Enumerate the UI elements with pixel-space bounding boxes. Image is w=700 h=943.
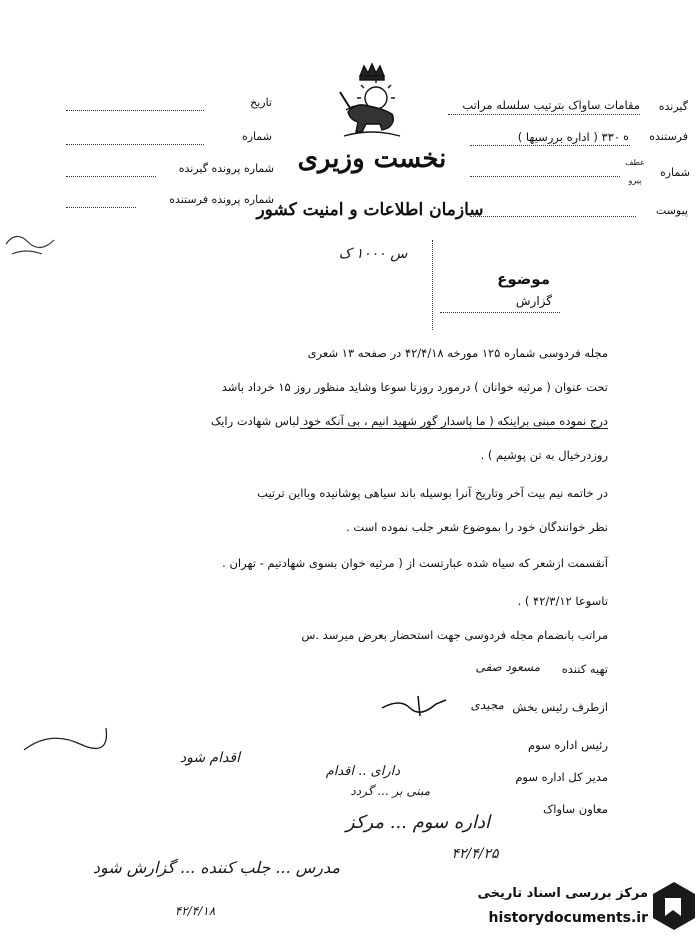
follow-up-label: پیرو — [628, 176, 642, 185]
subject-separator — [432, 240, 433, 330]
attachment-line — [470, 216, 636, 217]
body-line-9: مراتب بانضمام مجله فردوسی جهت استحضار بعرض میرسد .س — [301, 628, 608, 642]
organization-name: سازمان اطلاعات و امنیت کشور — [256, 200, 484, 220]
date-label: تاریخ — [250, 96, 272, 109]
body-line-5: در خاتمه نیم بیت آخر وتاریخ آنرا بوسیله باند سیاهی پوشانیده وبااین ترتیب — [257, 486, 608, 500]
signature-scribble-icon — [380, 694, 450, 718]
left-scribble-icon — [20, 720, 110, 760]
sender-file-number-label: شماره پرونده فرستنده — [169, 193, 274, 206]
handwritten-note-1: اقدام شود — [179, 750, 240, 766]
handwritten-date-2: ۴۲/۴/۱۸ — [174, 904, 216, 918]
receiver-label: گیرنده — [658, 100, 688, 113]
receiver-file-number-label: شماره پرونده گیرنده — [178, 162, 274, 175]
handwritten-note-2: دارای .. اقدام — [325, 764, 400, 779]
body-line-1: مجله فردوسی شماره ۱۲۵ مورخه ۴۲/۴/۱۸ در صفحه ۱۳ شعری — [307, 346, 608, 360]
attachment-label: پیوست — [655, 204, 688, 217]
handwritten-note-4: اداره سوم ... مرکز — [345, 812, 490, 833]
reference-label: عطف — [625, 158, 645, 167]
underline-mark — [300, 428, 608, 429]
prepared-by-signature: مسعود صفی — [475, 660, 540, 674]
number-label: شماره — [241, 130, 272, 143]
receiver-file-line — [66, 176, 156, 177]
number-line — [66, 144, 204, 145]
lion-and-sun-emblem-icon — [336, 62, 408, 140]
sender-prefix: ه — [623, 130, 629, 143]
receiver-line — [448, 114, 640, 115]
subject-label: موضوع — [497, 270, 550, 288]
margin-scribble-icon — [2, 224, 62, 264]
number-right-label: شماره — [659, 166, 690, 179]
head-of-dept-label: رئیس اداره سوم — [528, 738, 608, 752]
sender-value: ۳۳۰ ( اداره بررسیها ) — [517, 130, 620, 144]
date-line — [66, 110, 204, 111]
subject-line — [440, 312, 560, 313]
archive-url[interactable]: historydocuments.ir — [488, 910, 648, 926]
director-general-label: مدیر کل اداره سوم — [515, 770, 608, 784]
prepared-by-label: تهیه کننده — [561, 662, 608, 676]
number-right-line — [470, 176, 620, 177]
archive-name: مرکز بررسی اسناد تاریخی — [477, 886, 648, 901]
body-line-3: درج نموده مبنی براینکه ( ما پاسدار گور شهید انیم ، بی آنکه خود لباس شهادت رایک — [210, 414, 608, 428]
body-line-8: تاسوعا ۴۲/۳/۱۲ ) . — [517, 594, 608, 608]
classification-code: س ۱۰۰۰ ک — [338, 246, 408, 262]
deputy-label: معاون ساواک — [542, 802, 608, 816]
ministry-title: نخست وزیری — [297, 144, 447, 174]
receiver-value: مقامات ساواک بترتیب سلسله مراتب — [462, 98, 640, 112]
archive-logo-icon — [651, 880, 697, 932]
sender-file-line — [66, 207, 136, 208]
subject-value: گزارش — [515, 294, 552, 308]
approved-by-label: ازطرف رئیس بخش — [512, 700, 608, 714]
handwritten-note-5: مدرس ... جلب کننده ... گزارش شود — [92, 858, 340, 877]
body-line-7: آنقسمت ازشعر که سیاه شده عبارتست از ( مرثیه خوان بسوی شهادتیم - تهران . — [222, 556, 608, 570]
body-line-2: تحت عنوان ( مرثیه خوانان ) درمورد روزتا سوعا وشاید منظور روز ۱۵ خرداد باشد — [221, 380, 608, 394]
sender-line — [470, 145, 630, 146]
handwritten-date-1: ۴۲/۴/۲۵ — [451, 846, 499, 862]
body-line-4: روزدرخیال به تن پوشیم ) . — [480, 448, 608, 462]
handwritten-note-3: مبنی بر ... گردد — [350, 784, 430, 798]
body-line-6: نظر خوانندگان خود را بموضوع شعر جلب نموده است . — [346, 520, 608, 534]
approved-by-signature: مجیدی — [470, 698, 504, 712]
sender-label: فرستنده — [649, 130, 688, 143]
